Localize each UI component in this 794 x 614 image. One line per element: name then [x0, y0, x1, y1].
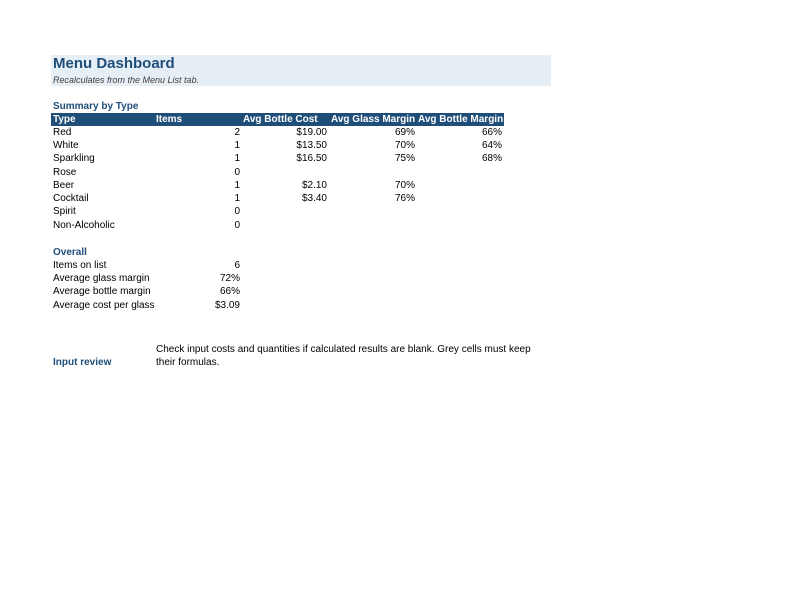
row-spirit-items[interactable]: 0: [234, 206, 240, 217]
row-non-alcoholic-type[interactable]: Non-Alcoholic: [53, 220, 115, 231]
input-review-note[interactable]: Check input costs and quantities if calculated results are blank. Grey cells must keep their formulas.: [156, 344, 531, 368]
overall-value-average-bottle-margin[interactable]: 66%: [219, 286, 240, 297]
overall-value-average-cost-per-glass[interactable]: $3.09: [214, 300, 240, 311]
overall-value-average-glass-margin[interactable]: 72%: [219, 273, 240, 284]
row-red-avg-glass-margin[interactable]: 69%: [394, 127, 415, 138]
header-avg-glass-margin[interactable]: Avg Glass Margin: [331, 114, 416, 125]
row-beer-avg-bottle-cost[interactable]: $2.10: [301, 180, 327, 191]
row-sparkling-items[interactable]: 1: [234, 153, 240, 164]
overall-section-title: Overall: [53, 247, 87, 258]
row-non-alcoholic-items[interactable]: 0: [234, 220, 240, 231]
row-beer-items[interactable]: 1: [234, 180, 240, 191]
row-white-avg-bottle-cost[interactable]: $13.50: [296, 140, 327, 151]
input-review-label[interactable]: Input review: [53, 357, 112, 368]
row-rose-type[interactable]: Rose: [53, 167, 77, 178]
row-white-type[interactable]: White: [53, 140, 79, 151]
row-sparkling-avg-glass-margin[interactable]: 75%: [394, 153, 415, 164]
overall-label-items-on-list[interactable]: Items on list: [53, 260, 107, 271]
overall-label-average-bottle-margin[interactable]: Average bottle margin: [53, 286, 151, 297]
row-cocktail-avg-bottle-cost[interactable]: $3.40: [301, 193, 327, 204]
row-cocktail-avg-glass-margin[interactable]: 76%: [394, 193, 415, 204]
row-red-type[interactable]: Red: [53, 127, 72, 138]
row-beer-avg-glass-margin[interactable]: 70%: [394, 180, 415, 191]
row-sparkling-avg-bottle-cost[interactable]: $16.50: [296, 153, 327, 164]
row-white-avg-bottle-margin[interactable]: 64%: [481, 140, 502, 151]
dashboard-title: Menu Dashboard: [53, 55, 175, 72]
row-beer-type[interactable]: Beer: [53, 180, 75, 191]
overall-value-items-on-list[interactable]: 6: [234, 260, 240, 271]
row-white-avg-glass-margin[interactable]: 70%: [394, 140, 415, 151]
row-spirit-type[interactable]: Spirit: [53, 206, 76, 217]
row-red-items[interactable]: 2: [234, 127, 240, 138]
row-cocktail-items[interactable]: 1: [234, 193, 240, 204]
header-avg-bottle-cost[interactable]: Avg Bottle Cost: [243, 114, 318, 125]
row-red-avg-bottle-margin[interactable]: 66%: [481, 127, 502, 138]
row-red-avg-bottle-cost[interactable]: $19.00: [296, 127, 327, 138]
overall-label-average-glass-margin[interactable]: Average glass margin: [53, 273, 150, 284]
summary-section-title: Summary by Type: [53, 101, 139, 112]
header-avg-bottle-margin[interactable]: Avg Bottle Margin: [418, 114, 504, 125]
row-rose-items[interactable]: 0: [234, 167, 240, 178]
row-cocktail-type[interactable]: Cocktail: [53, 193, 89, 204]
overall-label-average-cost-per-glass[interactable]: Average cost per glass: [53, 300, 155, 311]
header-items[interactable]: Items: [156, 114, 183, 125]
header-type[interactable]: Type: [53, 114, 76, 125]
dashboard-subtitle: Recalculates from the Menu List tab.: [53, 75, 200, 85]
row-sparkling-avg-bottle-margin[interactable]: 68%: [481, 153, 502, 164]
row-white-items[interactable]: 1: [234, 140, 240, 151]
row-sparkling-type[interactable]: Sparkling: [53, 153, 95, 164]
